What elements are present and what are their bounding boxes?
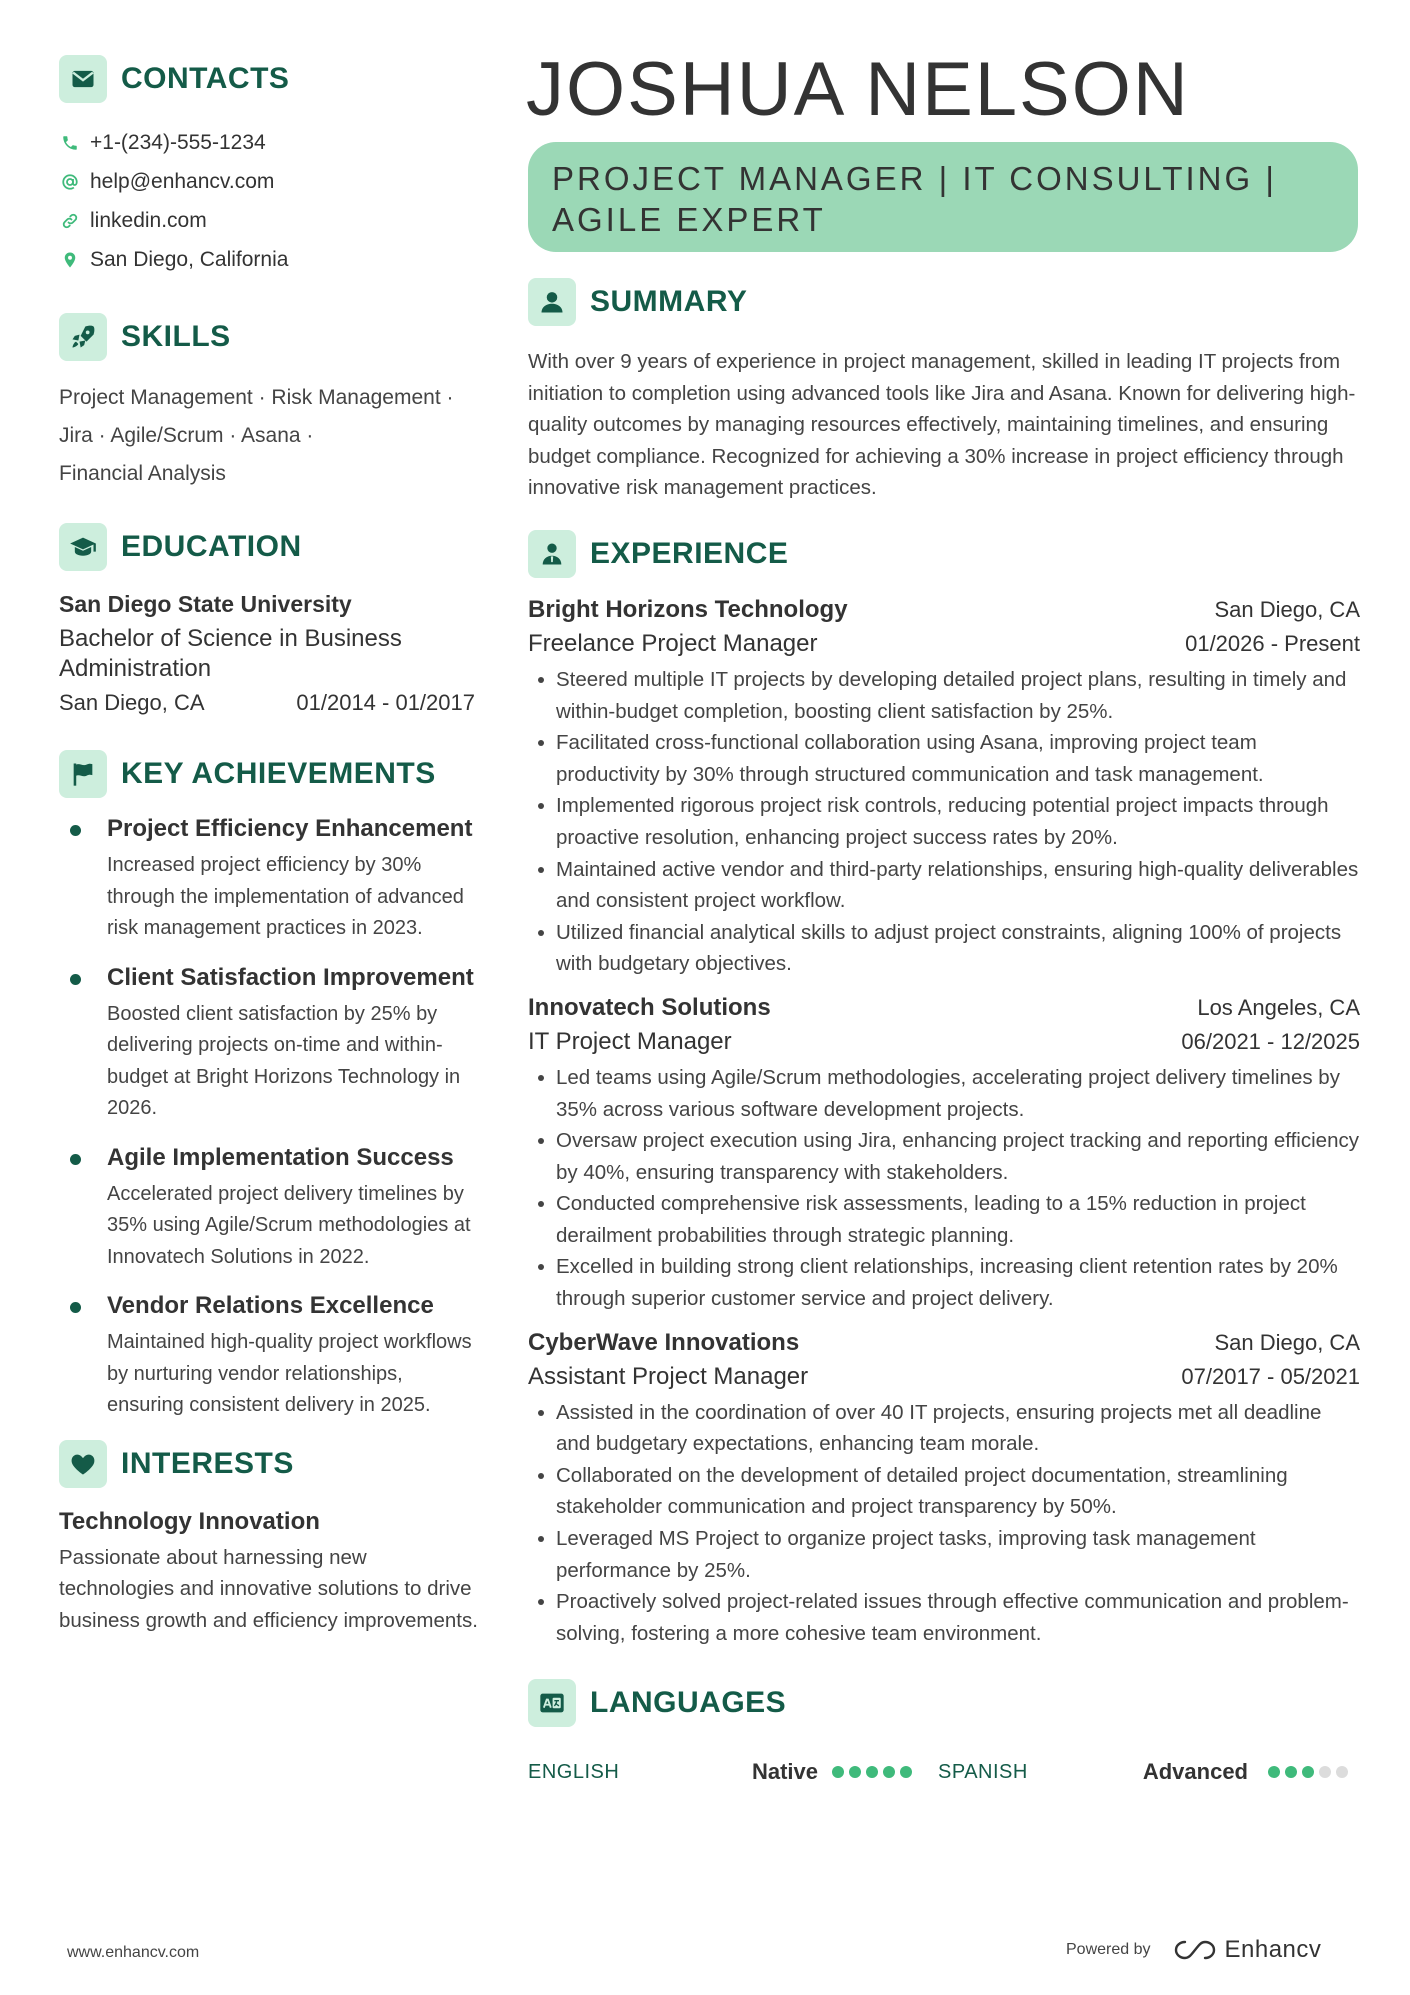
section-title: EDUCATION [121, 530, 302, 563]
rating-dot [900, 1766, 912, 1778]
job-bullet: Proactively solved project-related issues through effective communication and problem-solving, fostering a more cohesive team environment. [528, 1586, 1360, 1649]
skills-line: Jira · Agile/Scrum · Asana · [59, 424, 314, 447]
section-title: CONTACTS [121, 62, 290, 95]
education-header [59, 523, 479, 571]
languages-header [528, 1679, 1360, 1727]
job-subheader [528, 1028, 1360, 1056]
job-bullets [528, 1062, 1360, 1315]
contact-linkedin[interactable] [59, 201, 479, 240]
contact-location [59, 240, 479, 279]
section-title: SKILLS [121, 320, 231, 353]
achievement-desc: Maintained high-quality project workflows by nurturing vendor relationships, ensuring consistent delivery in 2025. [107, 1331, 472, 1416]
job-bullet: Oversaw project execution using Jira, enhancing project tracking and reporting efficiency by 40%, ensuring transparency with stakeholders. [528, 1125, 1360, 1188]
school-name: San Diego State University [59, 591, 352, 617]
section-title: LANGUAGES [590, 1686, 787, 1720]
rating-dot [1285, 1766, 1297, 1778]
interest-desc: Passionate about harnessing new technologies and innovative solutions to drive business growth and efficiency improvements. [59, 1545, 478, 1632]
bullet-dot [70, 974, 81, 985]
job-bullet: Leveraged MS Project to organize project tasks, improving task management performance by 25%. [528, 1523, 1360, 1586]
job-entry [528, 1329, 1360, 1650]
location-text: San Diego, California [90, 247, 289, 271]
contacts-section [59, 55, 479, 279]
job-bullets [528, 1397, 1360, 1650]
section-title: SUMMARY [590, 285, 748, 318]
job-bullet: Facilitated cross-functional collaboration using Asana, improving project team productivity by 30% through structured communication and task management. [528, 727, 1360, 790]
headline-banner: PROJECT MANAGER | IT CONSULTING | AGILE EXPERT [528, 142, 1358, 252]
job-location: San Diego, CA [1214, 596, 1360, 622]
achievement-title: Project Efficiency Enhancement [107, 815, 473, 842]
achievement-title: Vendor Relations Excellence [107, 1292, 434, 1319]
rating-dot [1268, 1766, 1280, 1778]
right-column [526, 47, 1360, 1785]
job-bullet: Collaborated on the development of detailed project documentation, streamlining stakeholder communication and project transparency by 50%. [528, 1460, 1360, 1523]
rating-dot [866, 1766, 878, 1778]
briefcase-user-icon [528, 530, 576, 578]
job-header [528, 994, 1360, 1022]
job-header [528, 596, 1360, 624]
job-bullet: Conducted comprehensive risk assessments, leading to a 15% reduction in project derailment probabilities through strategic planning. [528, 1188, 1360, 1251]
phone-icon [59, 134, 81, 152]
job-location: San Diego, CA [1214, 1329, 1360, 1355]
language-name: ENGLISH [528, 1760, 620, 1783]
bullet-dot [70, 1302, 81, 1313]
job-bullets [528, 664, 1360, 980]
language-item [938, 1759, 1360, 1785]
job-bullet: Implemented rigorous project risk controls, reducing potential project impacts through proactive resolution, enhancing project success rates by 20%. [528, 790, 1360, 853]
contact-list [59, 123, 479, 279]
achievements-header [59, 750, 479, 798]
interests-section [59, 1440, 479, 1637]
footer-branding [1066, 1936, 1321, 1964]
job-dates: 07/2017 - 05/2021 [1181, 1363, 1360, 1389]
summary-header [528, 278, 1360, 326]
languages-section [528, 1679, 1360, 1785]
section-title: EXPERIENCE [590, 536, 789, 570]
user-icon [528, 278, 576, 326]
achievement-item [59, 963, 479, 1125]
contacts-header [59, 55, 479, 103]
job-entry [528, 994, 1360, 1315]
job-entry [528, 596, 1360, 980]
footer-website[interactable]: www.enhancv.com [67, 1944, 200, 1961]
flag-icon [59, 750, 107, 798]
translate-icon [528, 1679, 576, 1727]
job-role: IT Project Manager [528, 1027, 732, 1055]
summary-section [528, 278, 1360, 504]
rating-dot [832, 1766, 844, 1778]
linkedin-link[interactable]: linkedin.com [90, 208, 207, 232]
language-rating [1268, 1766, 1348, 1778]
language-level: Advanced [1142, 1759, 1248, 1785]
candidate-name: JOSHUA NELSON [526, 47, 1190, 132]
section-title: INTERESTS [121, 1446, 294, 1480]
job-location: Los Angeles, CA [1197, 994, 1360, 1020]
education-meta [59, 690, 475, 716]
rating-dot [849, 1766, 861, 1778]
job-subheader [528, 630, 1360, 658]
left-column [59, 55, 479, 1636]
interests-header [59, 1440, 479, 1488]
enhancv-logo-icon [1173, 1938, 1219, 1962]
rating-dot [1302, 1766, 1314, 1778]
bullet-dot [70, 1154, 81, 1165]
job-header [528, 1329, 1360, 1357]
education-location: San Diego, CA [59, 690, 205, 715]
section-title: KEY ACHIEVEMENTS [121, 757, 436, 790]
job-company: Innovatech Solutions [528, 993, 771, 1021]
job-company: Bright Horizons Technology [528, 595, 848, 623]
language-level: Native [751, 1759, 818, 1785]
languages-row [528, 1759, 1360, 1785]
graduation-cap-icon [59, 523, 107, 571]
brand-name: Enhancv [1224, 1936, 1322, 1963]
language-rating [832, 1766, 912, 1778]
bullet-dot [70, 825, 81, 836]
rocket-icon [59, 313, 107, 361]
job-subheader [528, 1363, 1360, 1391]
job-bullet: Assisted in the coordination of over 40 IT projects, ensuring projects met all deadline and budgetary expectations, enhancing team morale. [528, 1397, 1360, 1460]
experience-header [528, 530, 1360, 578]
powered-by-label: Powered by [1066, 1941, 1151, 1958]
language-item [528, 1759, 938, 1785]
location-pin-icon [59, 251, 81, 269]
rating-dot [1319, 1766, 1331, 1778]
job-role: Freelance Project Manager [528, 629, 818, 657]
job-bullet: Led teams using Agile/Scrum methodologies, accelerating project delivery timelines by 35% across various software development projects. [528, 1062, 1360, 1125]
heart-icon [59, 1440, 107, 1488]
skills-line: Financial Analysis [59, 462, 226, 485]
degree: Bachelor of Science in Business Administration [59, 625, 402, 682]
at-sign-icon [59, 173, 81, 191]
contact-phone [59, 123, 479, 162]
skills-line: Project Management · Risk Management · [59, 386, 454, 409]
phone-text: +1-(234)-555-1234 [90, 130, 266, 154]
achievement-item [59, 1143, 479, 1274]
job-role: Assistant Project Manager [528, 1362, 809, 1390]
achievement-desc: Boosted client satisfaction by 25% by delivering projects on-time and within-budget at Bright Horizons Technology in 2026. [107, 1002, 461, 1119]
achievements-list [59, 814, 479, 1422]
rating-dot [883, 1766, 895, 1778]
rating-dot [1336, 1766, 1348, 1778]
job-dates: 01/2026 - Present [1185, 630, 1360, 656]
envelope-icon [59, 55, 107, 103]
email-link[interactable]: help@enhancv.com [90, 169, 275, 193]
education-section [59, 523, 479, 716]
skills-header [59, 313, 479, 361]
interest-title: Technology Innovation [59, 1507, 320, 1535]
language-name: SPANISH [938, 1760, 1028, 1783]
job-dates: 06/2021 - 12/2025 [1181, 1028, 1360, 1054]
achievement-item [59, 1291, 479, 1422]
brand-logo[interactable] [1173, 1936, 1322, 1964]
job-company: CyberWave Innovations [528, 1328, 800, 1356]
link-icon [59, 212, 81, 230]
education-dates: 01/2014 - 01/2017 [296, 690, 475, 715]
achievement-item [59, 814, 479, 945]
skills-list [59, 379, 489, 493]
achievement-title: Agile Implementation Success [107, 1143, 454, 1171]
job-bullet: Excelled in building strong client relationships, increasing client retention rates by 20% through superior customer service and project delivery. [528, 1251, 1360, 1314]
contact-email[interactable] [59, 162, 479, 201]
experience-section [528, 530, 1360, 1649]
job-bullet: Steered multiple IT projects by developing detailed project plans, resulting in timely and within-budget completion, boosting client satisfaction by 25%. [528, 664, 1360, 727]
achievement-desc: Accelerated project delivery timelines by 35% using Agile/Scrum methodologies at Innovatech Solutions in 2022. [107, 1182, 471, 1268]
summary-text: With over 9 years of experience in project management, skilled in leading IT projects from initiation to completion using advanced tools like Jira and Asana. Known for delivering high-quality outcomes by managing resources effectively, maintaining timelines, and ensuring budget compliance. Recognized for achieving a 30% increase in project efficiency through innovative risk management practices. [528, 350, 1356, 500]
achievement-desc: Increased project efficiency by 30% through the implementation of advanced risk management practices in 2023. [107, 854, 464, 939]
achievements-section [59, 750, 479, 1422]
skills-section [59, 313, 479, 493]
job-bullet: Maintained active vendor and third-party relationships, ensuring high-quality deliverables and consistent project workflow. [528, 854, 1360, 917]
job-bullet: Utilized financial analytical skills to adjust project constraints, aligning 100% of projects with budgetary objectives. [528, 917, 1360, 980]
achievement-title: Client Satisfaction Improvement [107, 963, 474, 991]
